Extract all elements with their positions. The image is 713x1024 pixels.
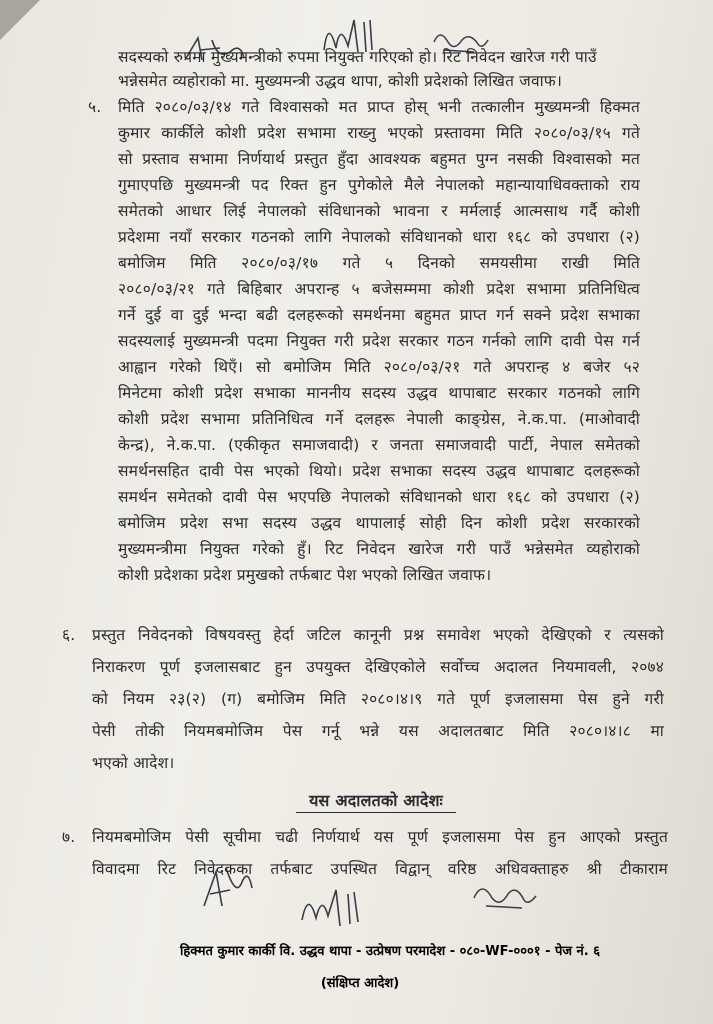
paragraph-number: ५. — [88, 98, 102, 116]
text-line: प्रदेशमा नयाँ सरकार गठनको लागि नेपालको संविधानको धारा १६८ को उपधारा (२) — [118, 228, 640, 246]
text-line: मिति २०८०/०३/१४ गते विश्वासको मत प्राप्त होस् भनी तत्कालीन मुख्यमन्त्री हिक्मत — [118, 98, 640, 116]
text-line: सदस्यलाई मुख्यमन्त्री पदमा नियुक्त गरी प्रदेश सरकार गठन गर्नको लागि दावी पेस गर्न — [118, 332, 640, 350]
text-line: भएको आदेश। — [92, 754, 175, 772]
text-line: बमोजिम प्रदेश सभा सदस्य उद्धव थापालाई सोही दिन कोशी प्रदेश सरकारको — [118, 514, 640, 532]
text-line: को नियम २३(२) (ग) बमोजिम मिति २०८०।४।९ गते पूर्ण इजलासमा पेस हुने गरी — [92, 690, 664, 708]
text-line: सदस्यको रुपमा मुख्यमन्त्रीको रुपमा नियुक्त गरिएको हो। रिट निवेदन खारेज गरी पाउँ — [118, 48, 597, 66]
text-line: नियमबमोजिम पेसी सूचीमा चढी निर्णयार्थ यस पूर्ण इजलासमा पेस हुन आएको प्रस्तुत — [92, 828, 668, 846]
text-line: समेतको आधार लिई नेपालको संविधानको भावना र मर्मलाई आत्मसाथ गर्दै कोशी — [118, 202, 640, 220]
page-corner-fold — [0, 0, 40, 40]
signature-bottom-middle — [296, 880, 366, 936]
text-line: समर्थनसहित दावी पेस भएको थियो। प्रदेश सभाका सदस्य उद्धव थापाबाट दलहरूको — [118, 462, 640, 480]
text-line: समर्थन समेतको दावी पेस भएपछि नेपालको संविधानको धारा १६८ को उपधारा (२) — [118, 488, 640, 506]
paragraph-number: ६. — [62, 626, 76, 644]
paragraph-number: ७. — [62, 828, 76, 846]
text-line: गर्ने दुई वा दुई भन्दा बढी दलहरूको समर्थनमा बहुमत प्राप्त गर्न सक्ने प्रदेश सभाका — [118, 306, 640, 324]
text-line: मुख्यमन्त्रीमा नियुक्त गरेको हुँ। रिट निवेदन खारेज गरी पाउँ भन्नेसमेत व्यहोराको — [118, 540, 640, 558]
text-line: मिनेटमा कोशी प्रदेश सभाका माननीय सदस्य उद्धव थापाबाट सरकार गठनको लागि — [118, 384, 640, 402]
text-line: कोशी प्रदेश सभामा प्रतिनिधित्व गर्ने दलहरू नेपाली काङ्ग्रेस, ने.क.पा. (माओवादी — [118, 410, 640, 428]
text-line: कोशी प्रदेशका प्रदेश प्रमुखको तर्फबाट पेश भएको लिखित जवाफ। — [118, 566, 492, 584]
text-line: बमोजिम मिति २०८०/०३/१७ गते ५ दिनको समयसीमा राखी मिति — [118, 254, 640, 272]
page-footer-note: (संक्षिप्त आदेश) — [320, 976, 400, 991]
text-line: सो प्रस्ताव सभामा निर्णयार्थ प्रस्तुत हुँदा आवश्यक बहुमत पुग्न नसकी विश्वासको मत — [118, 150, 640, 168]
text-line: केन्द्र), ने.क.पा. (एकीकृत समाजवादी) र जनता समाजवादी पार्टी, नेपाल समेतको — [118, 436, 640, 454]
text-line: कुमार कार्कीले कोशी प्रदेश सभामा राख्नु भएको प्रस्तावमा मिति २०८०/०३/१५ गते — [118, 124, 640, 142]
text-line: पेसी तोकी नियमबमोजिम पेस गर्नू भन्ने यस अदालतबाट मिति २०८०।४।८ मा — [92, 722, 664, 740]
text-line: विवादमा रिट निवेदकका तर्फबाट उपस्थित विद्वान् वरिष्ठ अधिवक्ताहरु श्री टीकाराम — [92, 860, 668, 878]
text-line: प्रस्तुत निवेदनको विषयवस्तु हेर्दा जटिल कानूनी प्रश्न समावेश भएको देखिएको र त्यसको — [92, 626, 664, 644]
text-line: आह्वान गरेको थिएँ। सो बमोजिम मिति २०८०/०३/२१ गते अपरान्ह ४ बजेर ५२ — [118, 358, 640, 376]
signature-bottom-right — [470, 876, 540, 916]
text-line: २०८०/०३/२१ गते बिहिबार अपरान्ह ५ बजेसम्ममा कोशी प्रदेश सभामा प्रतिनिधित्व — [118, 280, 640, 298]
text-line: निराकरण पूर्ण इजलासबाट हुन उपयुक्त देखिएकोले सर्वोच्च अदालत नियमावली, २०७४ — [92, 658, 664, 676]
text-line: भन्नेसमेत व्यहोराको मा. मुख्यमन्त्री उद्धव थापा, कोशी प्रदेशको लिखित जवाफ। — [118, 72, 563, 90]
section-heading: यस अदालतको आदेशः — [296, 790, 456, 813]
page-footer: हिक्मत कुमार कार्की वि. उद्धव थापा - उत्प्रेषण परमादेश - ०८०-WF-०००१ - पेज नं. ६ — [180, 944, 600, 959]
text-line: गुमाएपछि मुख्यमन्त्री पद रिक्त हुन पुगेकोले मैले नेपालको महान्यायाधिवक्ताको राय — [118, 176, 640, 194]
